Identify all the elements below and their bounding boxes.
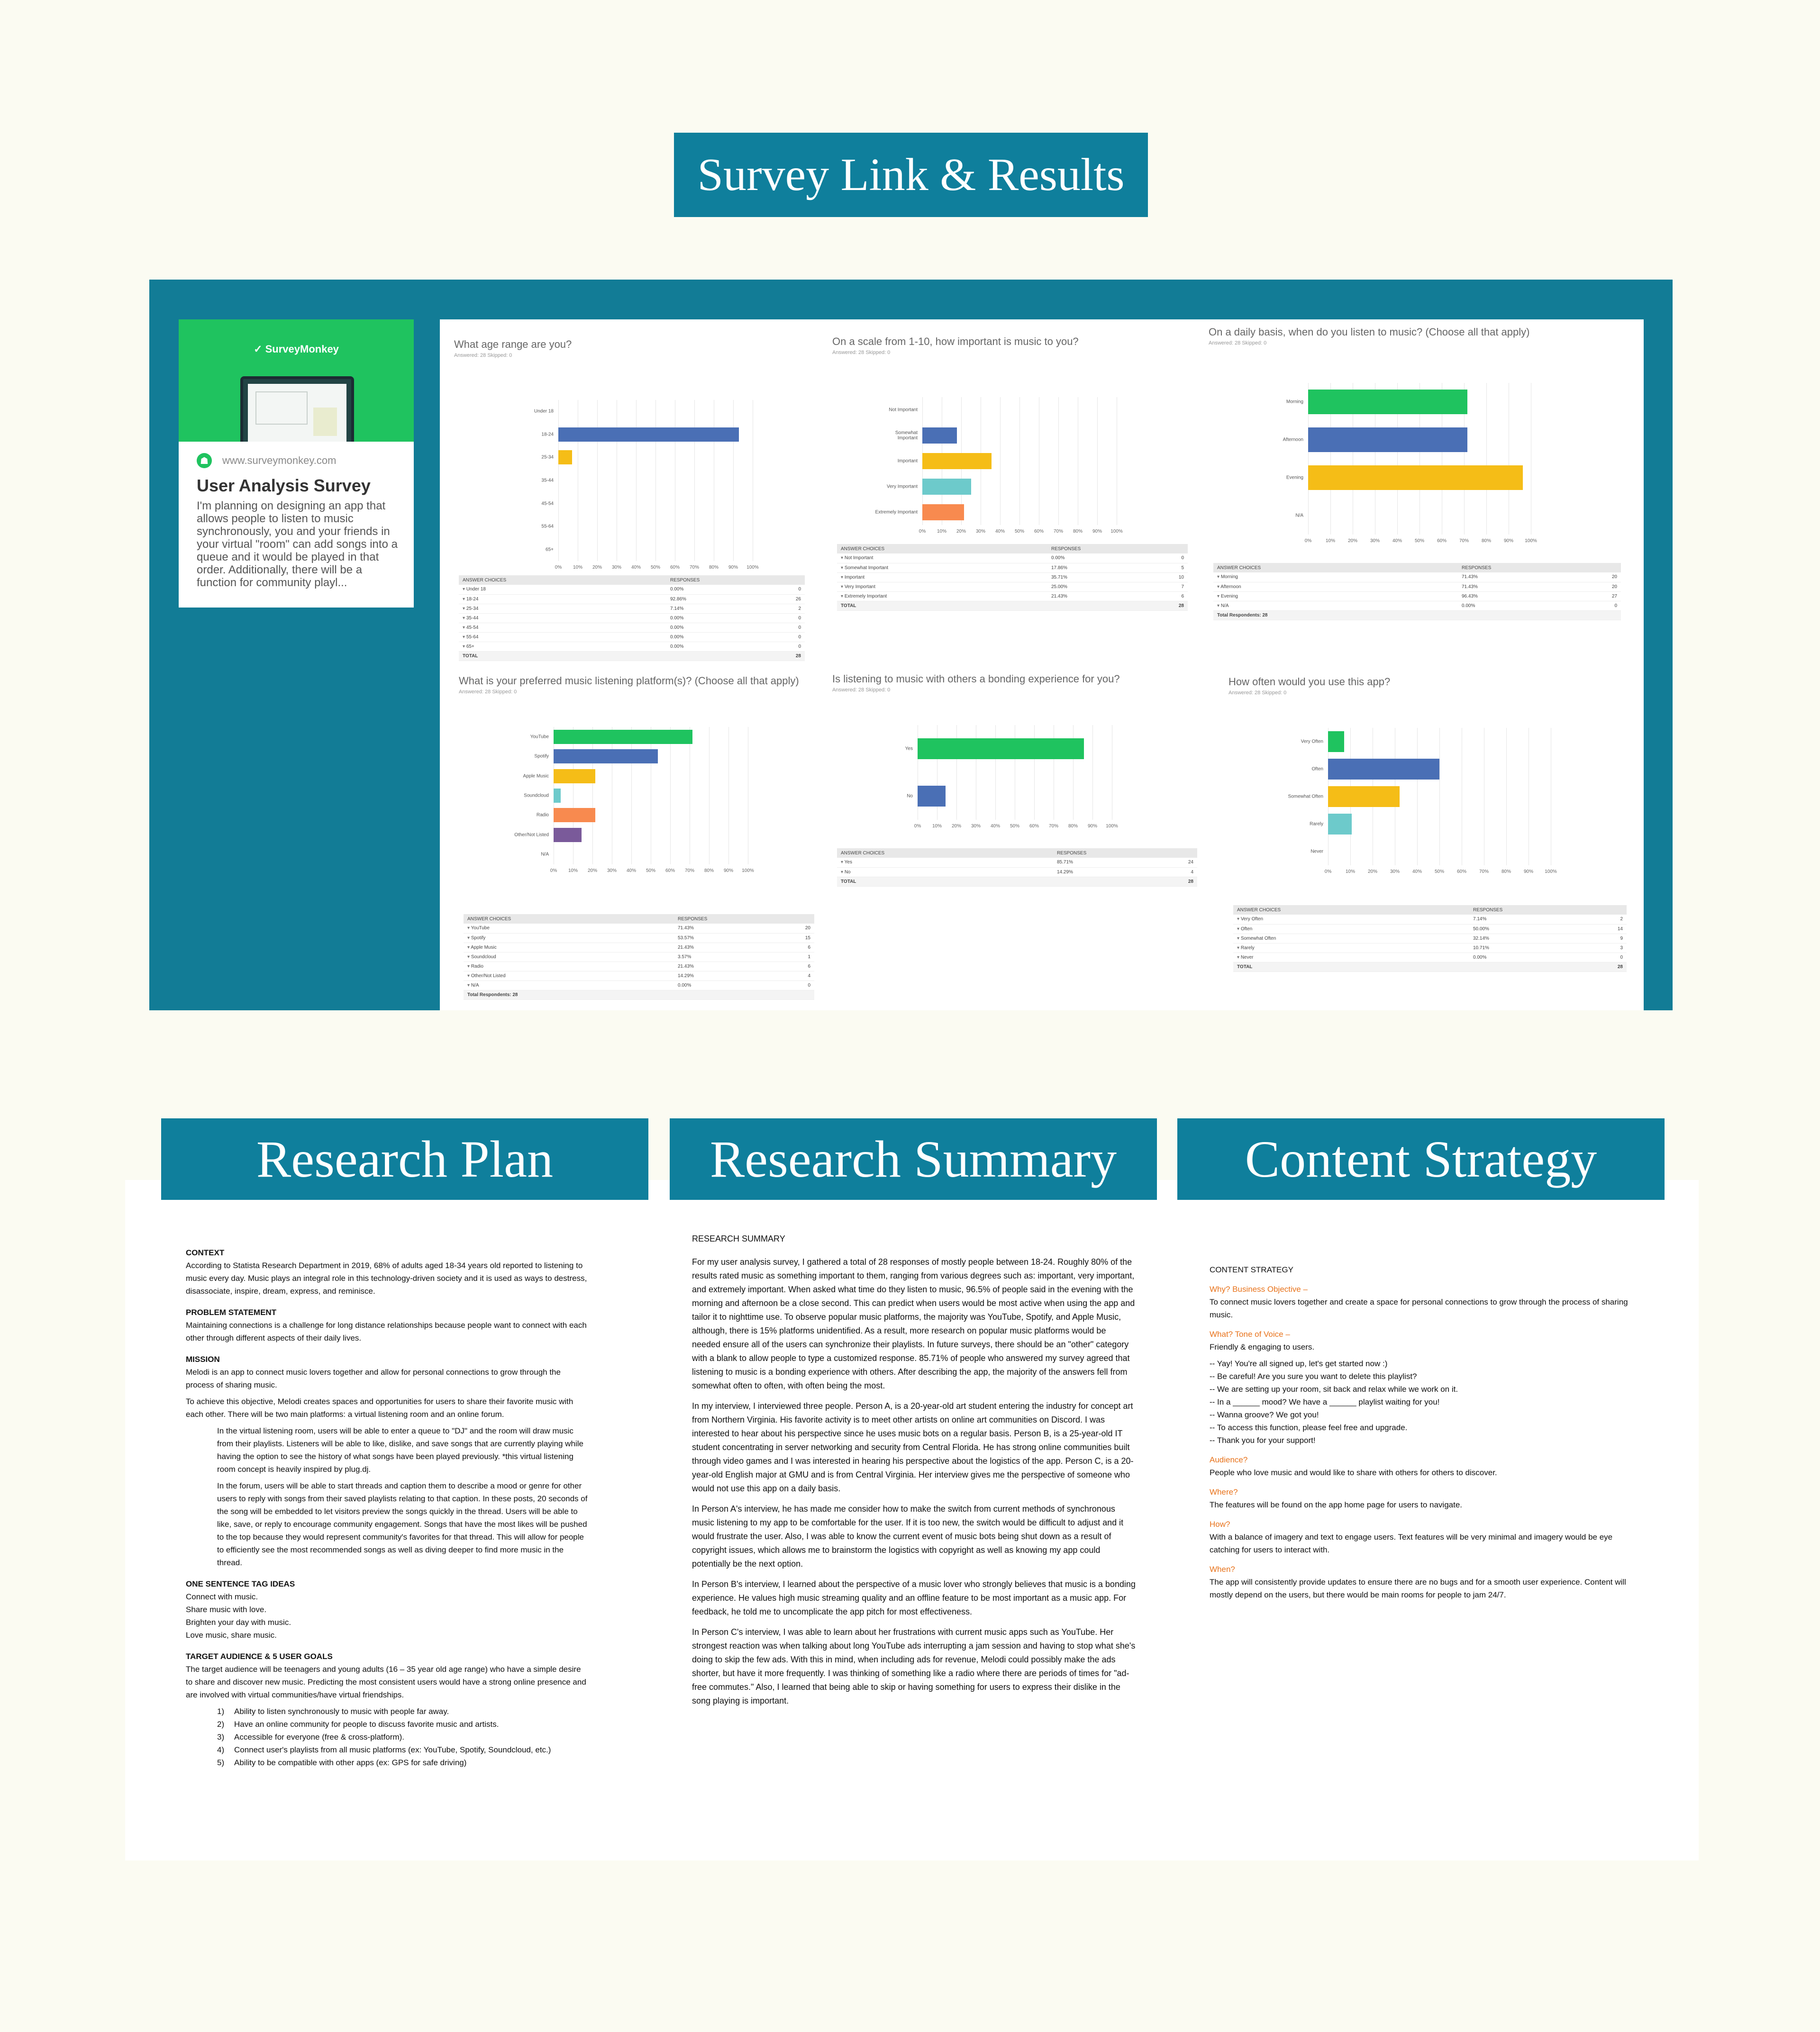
- data-bar[interactable]: [1328, 786, 1400, 807]
- research-summary-doc: [692, 1232, 1136, 1712]
- x-tick-label: 20%: [1367, 869, 1378, 874]
- survey-title[interactable]: User Analysis Survey: [197, 476, 371, 495]
- x-tick-label: 100%: [1545, 869, 1557, 874]
- voice-line: -- In a ______ mood? We have a ______ playlist waiting for you!: [1210, 1397, 1440, 1406]
- x-tick-label: 20%: [956, 529, 966, 534]
- audience-text: The target audience will be teenagers and young adults (16 – 35 year old age range) who have a simple desire to share and discover new music. Predicting the most consistent users would have a strong online presence and are involved with virtual communities/have virtual friendships.: [186, 1665, 586, 1699]
- user-goal: 5) Ability to be compatible with other apps (ex: GPS for safe driving): [217, 1758, 467, 1767]
- x-tick-label: 30%: [971, 824, 981, 829]
- table-row[interactable]: ▾ 18-24 92.86% 26: [459, 594, 805, 604]
- why-heading: Why? Business Objective –: [1210, 1285, 1308, 1294]
- tags-heading: ONE SENTENCE TAG IDEAS: [186, 1579, 295, 1588]
- table-row[interactable]: ▾ Soundcloud 3.57% 1: [464, 952, 814, 962]
- data-bar[interactable]: [1308, 465, 1523, 490]
- question-title: On a scale from 1-10, how important is music to you?: [832, 336, 1079, 347]
- x-tick-label: 60%: [1029, 824, 1039, 829]
- category-label: 18-24: [541, 432, 554, 437]
- laptop-illustration: [240, 376, 354, 442]
- table-row[interactable]: ▾ Somewhat Important 17.86% 5: [837, 563, 1188, 572]
- table-row[interactable]: ▾ No 14.29% 4: [837, 867, 1197, 877]
- x-tick-label: 50%: [650, 565, 661, 570]
- problem-text: Maintaining connections is a challenge for long distance relationships because people want to connect with each other through different aspects of their daily lives.: [186, 1321, 587, 1343]
- table-row[interactable]: ▾ N/A 0.00% 0: [1213, 601, 1621, 610]
- voice-line: -- Thank you for your support!: [1210, 1436, 1316, 1445]
- data-bar[interactable]: [554, 828, 582, 842]
- what-heading: What? Tone of Voice –: [1210, 1330, 1290, 1339]
- category-label: N/A: [1295, 513, 1303, 518]
- answer-table: [1213, 563, 1621, 620]
- tag-item: Brighten your day with music.: [186, 1618, 291, 1627]
- mission-heading: MISSION: [186, 1355, 220, 1364]
- column-header-choices[interactable]: ANSWER CHOICES: [459, 575, 666, 585]
- table-row[interactable]: ▾ Other/Not Listed 14.29% 4: [464, 971, 814, 980]
- category-label: Never: [1310, 849, 1323, 854]
- tag-list: [186, 1590, 589, 1642]
- title-banner: [674, 133, 1148, 217]
- surveymonkey-icon: ☗: [197, 453, 212, 468]
- category-label: Afternoon: [1283, 437, 1303, 443]
- x-tick-label: 100%: [742, 868, 754, 873]
- x-tick-label: 50%: [1434, 869, 1445, 874]
- column-header-responses[interactable]: RESPONSES: [1469, 905, 1586, 915]
- summary-paragraph: In my interview, I interviewed three people. Person A, is a 20-year-old art student entering the industry for concept art from Northern Virginia. His favorite activity is to meet other artists on online art communities on Discord. I was interested to hear about his perspective since he uses music bots on a regular basis. Person B, is a 25-year-old IT student concentrating in server networking and security from Central Florida. He has strong online communities built through video games and I was interested in hearing his perspective about the logistics of the app. Person C, is a 20-year-old English major at GMU and is from Central Virginia. Her interview gives me the perspective of someone who would not use this app on a daily basis.: [692, 1401, 1134, 1493]
- where-text: The features will be found on the app home page for users to navigate.: [1210, 1500, 1463, 1509]
- x-tick-label: 50%: [1014, 529, 1025, 534]
- gridline: [631, 727, 632, 864]
- category-label: Often: [1311, 766, 1323, 772]
- mission-text-3: In the virtual listening room, users will be able to enter a queue to "DJ" and the room will draw music from their playlists. Listeners will be able to like, dislike, and save songs that are currently playing while having the option to see the history of what songs have been played previously. *this virtual listening room concept is heavily inspired by plug.dj.: [217, 1426, 583, 1474]
- survey-results: [440, 319, 1644, 1010]
- category-label: No: [907, 793, 913, 799]
- table-row[interactable]: ▾ Extremely Important 21.43% 6: [837, 591, 1188, 601]
- user-goal: 4) Connect user's playlists from all music platforms (ex: YouTube, Spotify, Soundcloud, etc.): [217, 1745, 551, 1754]
- x-tick-label: 20%: [1347, 538, 1358, 544]
- summary-paragraph: In Person C's interview, I was able to learn about her frustrations with current music apps such as YouTube. Her strongest reaction was when talking about long YouTube ads interrupting a jam session and having to stop what she's doing to skip the few ads. With this in mind, when including ads for revenue, Melodi could possibly make the ads shorter, but have it more frequently. I was thinking of something like a radio where there are periods of times for "ad-free commutes." Also, I learned that being able to skip or having something for users to express their dislike in the song playing is important.: [692, 1627, 1136, 1705]
- survey-question-5: [832, 673, 1202, 1005]
- research-plan-banner: [161, 1118, 648, 1200]
- gridline: [597, 400, 598, 561]
- question-meta: Answered: 28 Skipped: 0: [454, 353, 512, 358]
- user-goal: 2) Have an online community for people to discuss favorite music and artists.: [217, 1720, 499, 1729]
- x-tick-label: 90%: [728, 565, 738, 570]
- table-row[interactable]: ▾ Under 18 0.00% 0: [459, 585, 805, 594]
- x-tick-label: 30%: [1390, 869, 1400, 874]
- data-bar[interactable]: [922, 453, 992, 469]
- gridline: [1439, 728, 1440, 865]
- table-row[interactable]: ▾ Somewhat Often 32.14% 9: [1233, 934, 1627, 943]
- x-tick-label: 30%: [611, 565, 622, 570]
- category-label: Very Important: [886, 484, 918, 490]
- x-tick-label: 80%: [1068, 824, 1078, 829]
- x-tick-label: 10%: [1325, 538, 1336, 544]
- research-plan-title: Research Plan: [256, 1130, 554, 1188]
- strategy-heading: CONTENT STRATEGY: [1210, 1265, 1293, 1274]
- category-label: Somewhat Often: [1288, 794, 1323, 799]
- bar-chart: [1283, 383, 1537, 544]
- table-total-row: Total Respondents: 28: [1213, 610, 1621, 620]
- answer-table: [837, 848, 1197, 887]
- table-row[interactable]: ▾ 25-34 7.14% 2: [459, 604, 805, 613]
- x-tick-label: 40%: [1412, 869, 1422, 874]
- x-tick-label: 10%: [1345, 869, 1356, 874]
- question-meta: Answered: 28 Skipped: 0: [832, 687, 891, 693]
- x-tick-label: 100%: [1525, 538, 1537, 544]
- category-label: Yes: [905, 746, 913, 752]
- summary-paragraph: For my user analysis survey, I gathered a total of 28 responses of mostly people between 18-24. Roughly 80% of the results rated music as something important to them, ranging from various degrees such as: important, very important, and extremely important. When asked what time do they listen to music, 96.5% of people said in the evening with the morning and afternoon be a close second. This can predict when users would be most active when using the app and tailor it to nighttime use. To observe popular music platforms, the majority was YouTube, Spotify, and Apple Music, although, there is 15% platforms unidentified. As a result, more research on popular music platforms would be needed ensure all of the users can synchronize their playlists. In future surveys, there should be an "other" category with a blank to allow people to type a customized response. 85.71% of people who answered my survey agreed that listening to music is a bonding experience with others. After describing the app, the majority of the answers fell from somewhat often to often, with often being the most.: [692, 1257, 1135, 1390]
- table-total-row: TOTAL 28: [459, 651, 805, 661]
- user-goals-list: [186, 1705, 589, 1769]
- gridline: [1506, 728, 1507, 865]
- x-tick-label: 80%: [1481, 538, 1492, 544]
- column-header-responses[interactable]: RESPONSES: [1053, 848, 1160, 858]
- voice-line: -- To access this function, please feel free and upgrade.: [1210, 1423, 1408, 1432]
- column-header-responses[interactable]: RESPONSES: [1047, 544, 1152, 553]
- audience-heading: TARGET AUDIENCE & 5 USER GOALS: [186, 1652, 333, 1661]
- table-row[interactable]: ▾ 55-64 0.00% 0: [459, 632, 805, 642]
- survey-question-6: [1228, 676, 1631, 1007]
- x-tick-label: 0%: [1324, 869, 1332, 874]
- table-row[interactable]: ▾ Very Important 25.00% 7: [837, 582, 1188, 591]
- data-bar[interactable]: [554, 730, 692, 744]
- table-row[interactable]: ▾ Radio 21.43% 6: [464, 962, 814, 971]
- question-title: What is your preferred music listening platform(s)? (Choose all that apply): [459, 675, 799, 687]
- audience-text: People who love music and would like to share with others for others to discover.: [1210, 1468, 1497, 1477]
- voice-line: -- Wanna groove? We got you!: [1210, 1410, 1319, 1419]
- category-label: 55-64: [541, 524, 554, 529]
- x-tick-label: 0%: [1304, 538, 1312, 544]
- category-label: Apple Music: [523, 773, 549, 779]
- data-bar[interactable]: [1328, 759, 1439, 780]
- gridline: [709, 727, 710, 864]
- question-meta: Answered: 28 Skipped: 0: [1209, 340, 1267, 346]
- x-tick-label: 60%: [665, 868, 675, 873]
- gridline: [728, 727, 729, 864]
- summary-paragraph: In Person B's interview, I learned about the perspective of a music lover who strongly believes that music is a bonding experience. He values high music streaming quality and an offline feature to be most important as a music app. For feedback, he told me to uncomplicate the app pitch for most effectiveness.: [692, 1579, 1136, 1616]
- survey-question-3: [1209, 326, 1626, 658]
- data-bar[interactable]: [1328, 814, 1352, 835]
- column-header-choices[interactable]: ANSWER CHOICES: [837, 848, 1053, 858]
- bar-chart: [1288, 728, 1557, 874]
- x-tick-label: 70%: [1479, 869, 1489, 874]
- category-label: 65+: [546, 547, 554, 553]
- survey-link-card[interactable]: [179, 319, 414, 608]
- question-title: What age range are you?: [454, 338, 572, 350]
- x-tick-label: 0%: [550, 868, 557, 873]
- table-row[interactable]: ▾ Not Important 0.00% 0: [837, 553, 1188, 563]
- x-tick-label: 30%: [1370, 538, 1380, 544]
- table-row[interactable]: ▾ Morning 71.43% 20: [1213, 572, 1621, 582]
- category-label: Under 18: [534, 408, 554, 414]
- category-label: 35-44: [541, 478, 554, 483]
- x-tick-label: 80%: [704, 868, 714, 873]
- user-goal: 1) Ability to listen synchronously to music with people far away.: [217, 1707, 449, 1716]
- data-bar[interactable]: [1308, 390, 1467, 414]
- content-strategy-banner: [1177, 1118, 1665, 1200]
- page-title: Survey Link & Results: [697, 149, 1125, 200]
- data-bar[interactable]: [1308, 427, 1467, 452]
- category-label: Important: [897, 458, 918, 464]
- problem-heading: PROBLEM STATEMENT: [186, 1308, 277, 1317]
- question-title: Is listening to music with others a bonding experience for you?: [832, 673, 1120, 685]
- bar-chart: [514, 727, 754, 873]
- table-row[interactable]: ▾ Yes 85.71% 24: [837, 858, 1197, 867]
- data-bar[interactable]: [922, 504, 964, 520]
- column-header-responses[interactable]: RESPONSES: [666, 575, 769, 585]
- survey-description: I'm planning on designing an app that allows people to listen to music synchronously, you and your friends in your virtual "room" can add songs into a queue and it would be played in that order. Additionally, there will be a function for community playl...: [197, 499, 398, 589]
- category-label: Somewhat Important: [895, 430, 918, 441]
- x-tick-label: 70%: [689, 565, 700, 570]
- bar-chart: [534, 400, 759, 570]
- table-row[interactable]: ▾ Spotify 53.57% 15: [464, 933, 814, 943]
- category-label: Other/Not Listed: [514, 832, 549, 838]
- tag-item: Share music with love.: [186, 1605, 267, 1614]
- question-meta: Answered: 28 Skipped: 0: [832, 350, 891, 355]
- x-tick-label: 70%: [1053, 529, 1064, 534]
- x-tick-label: 50%: [1010, 824, 1020, 829]
- survey-url[interactable]: www.surveymonkey.com: [222, 454, 337, 466]
- table-row[interactable]: ▾ Very Often 7.14% 2: [1233, 915, 1627, 924]
- column-header-choices[interactable]: ANSWER CHOICES: [464, 914, 674, 924]
- x-tick-label: 10%: [937, 529, 947, 534]
- x-tick-label: 90%: [1523, 869, 1534, 874]
- category-label: 45-54: [541, 501, 554, 507]
- category-label: Soundcloud: [524, 793, 549, 798]
- x-tick-label: 60%: [1456, 869, 1467, 874]
- x-tick-label: 30%: [607, 868, 617, 873]
- table-total-row: TOTAL 28: [837, 601, 1188, 610]
- data-bar[interactable]: [918, 738, 1084, 759]
- table-row[interactable]: ▾ Never 0.00% 0: [1233, 952, 1627, 962]
- x-tick-label: 10%: [573, 565, 583, 570]
- table-row[interactable]: ▾ Apple Music 21.43% 6: [464, 943, 814, 952]
- category-label: Morning: [1286, 399, 1303, 405]
- x-tick-label: 10%: [932, 824, 942, 829]
- gridline: [1058, 397, 1059, 525]
- x-tick-label: 40%: [626, 868, 637, 873]
- data-bar[interactable]: [554, 749, 658, 763]
- x-tick-label: 80%: [1073, 529, 1083, 534]
- mission-text-2: To achieve this objective, Melodi creates spaces and opportunities for users to share their favorite music with each other. There will be two main platforms: a virtual listening room and an online forum.: [186, 1397, 573, 1419]
- table-row[interactable]: ▾ Often 50.00% 14: [1233, 924, 1627, 934]
- answer-table: [464, 914, 814, 1000]
- x-tick-label: 80%: [1501, 869, 1511, 874]
- x-tick-label: 10%: [568, 868, 578, 873]
- x-tick-label: 70%: [684, 868, 695, 873]
- voice-line: -- Yay! You're all signed up, let's get started now :): [1210, 1359, 1388, 1368]
- table-total-row: TOTAL 28: [837, 877, 1197, 886]
- answer-table: [459, 575, 805, 661]
- category-label: 25-34: [541, 454, 554, 460]
- x-tick-label: 20%: [592, 565, 602, 570]
- gridline: [1097, 397, 1098, 525]
- x-tick-label: 20%: [587, 868, 598, 873]
- tag-item: Love music, share music.: [186, 1631, 277, 1640]
- question-title: On a daily basis, when do you listen to music? (Choose all that apply): [1209, 326, 1530, 338]
- x-tick-label: 40%: [631, 565, 641, 570]
- x-tick-label: 60%: [670, 565, 680, 570]
- x-tick-label: 90%: [1503, 538, 1514, 544]
- table-row[interactable]: ▾ N/A 0.00% 0: [464, 980, 814, 990]
- x-tick-label: 50%: [646, 868, 656, 873]
- table-row[interactable]: ▾ YouTube 71.43% 20: [464, 924, 814, 933]
- gridline: [1417, 728, 1418, 865]
- table-total-row: Total Respondents: 28: [464, 990, 814, 999]
- column-header-choices[interactable]: ANSWER CHOICES: [1233, 905, 1469, 915]
- where-heading: Where?: [1210, 1488, 1238, 1497]
- what-text: Friendly & engaging to users.: [1210, 1343, 1315, 1352]
- gridline: [694, 400, 695, 561]
- summary-paragraph: In Person A's interview, he has made me consider how to make the switch from current methods of synchronous music listening to my app to be comfortable for the user. If it is too new, the switch would be difficult to adjust and it would frustrate the user. Also, I was able to know the current event of music bots being shut down as a result of copyright issues, which allows me to brainstorm the logistics with copyright as well as knowing my app could potentially be the next option.: [692, 1504, 1124, 1569]
- data-bar[interactable]: [554, 789, 561, 803]
- research-summary-banner: [670, 1118, 1157, 1200]
- data-bar[interactable]: [554, 808, 595, 822]
- user-goal: 3) Accessible for everyone (free & cross-platform).: [217, 1733, 405, 1742]
- column-header-responses[interactable]: RESPONSES: [1458, 563, 1579, 572]
- column-header-responses[interactable]: RESPONSES: [674, 914, 778, 924]
- gridline: [558, 400, 559, 561]
- x-tick-label: 100%: [1106, 824, 1118, 829]
- x-tick-label: 20%: [951, 824, 962, 829]
- how-text: With a balance of imagery and text to engage users. Text features will be very minimal and imagery would be eye catching for users to interact with.: [1210, 1533, 1613, 1554]
- category-label: N/A: [541, 852, 549, 857]
- x-tick-label: 60%: [1437, 538, 1447, 544]
- answer-table: [837, 544, 1188, 611]
- x-tick-label: 40%: [990, 824, 1001, 829]
- content-strategy-doc: [1210, 1263, 1636, 1605]
- x-tick-label: 30%: [975, 529, 986, 534]
- data-bar[interactable]: [1328, 731, 1344, 752]
- bar-chart: [905, 725, 1118, 829]
- table-row[interactable]: ▾ Afternoon 71.43% 20: [1213, 582, 1621, 591]
- x-tick-label: 100%: [1110, 529, 1123, 534]
- x-tick-label: 40%: [995, 529, 1005, 534]
- gridline: [592, 727, 593, 864]
- context-text: According to Statista Research Department in 2019, 68% of adults aged 18-34 years old reported to listening to music every day. Music plays an integral role in this technology-driven society and it is used as ways to destress, disassociate, inspire, dream, express, and reminisce.: [186, 1261, 587, 1296]
- question-meta: Answered: 28 Skipped: 0: [459, 689, 517, 695]
- when-heading: When?: [1210, 1565, 1235, 1574]
- data-bar[interactable]: [922, 479, 971, 495]
- category-label: Very Often: [1301, 739, 1323, 744]
- context-heading: CONTEXT: [186, 1248, 225, 1257]
- when-text: The app will consistently provide updates to ensure there are no bugs and for a smooth user experience. Content will mostly depend on the users, but there would be main rooms for people to jam 24/7.: [1210, 1578, 1626, 1599]
- question-meta: Answered: 28 Skipped: 0: [1228, 690, 1287, 696]
- gridline: [1486, 383, 1487, 535]
- x-tick-label: 60%: [1034, 529, 1044, 534]
- voice-lines: [1210, 1357, 1636, 1447]
- table-row[interactable]: ▾ 65+ 0.00% 0: [459, 642, 805, 651]
- category-label: Rarely: [1310, 821, 1323, 827]
- gridline: [1000, 397, 1001, 525]
- table-row[interactable]: ▾ 35-44 0.00% 0: [459, 613, 805, 623]
- survey-question-2: [832, 336, 1192, 667]
- data-bar[interactable]: [554, 769, 595, 783]
- table-row[interactable]: ▾ Evening 96.43% 27: [1213, 591, 1621, 601]
- x-tick-label: 70%: [1048, 824, 1059, 829]
- x-tick-label: 0%: [919, 529, 926, 534]
- x-tick-label: 50%: [1414, 538, 1425, 544]
- voice-line: -- We are setting up your room, sit back and relax while we work on it.: [1210, 1385, 1458, 1394]
- data-bar[interactable]: [918, 786, 946, 807]
- x-tick-label: 90%: [1087, 824, 1098, 829]
- survey-url-row[interactable]: [197, 453, 336, 468]
- audience-heading: Audience?: [1210, 1455, 1248, 1464]
- mission-text-4: In the forum, users will be able to start threads and caption them to describe a mood or genre for other users to reply with songs from their saved playlists relating to that caption. In these posts, 20 seconds of the song will be embedded to let visitors preview the songs quickly in the thread. Users will be able to like, save, or reply to encourage community engagement. Songs that have the most likes will be pushed to the top because they would represent community's favorites for that thread. This will allow for people to efficiently see the most recommended songs as well as diving deeper to find more music in the thread.: [217, 1481, 588, 1567]
- data-bar[interactable]: [558, 450, 572, 464]
- x-tick-label: 0%: [914, 824, 921, 829]
- category-label: Radio: [536, 812, 549, 818]
- x-tick-label: 80%: [709, 565, 719, 570]
- research-summary-title: Research Summary: [710, 1130, 1117, 1188]
- survey-question-1: [454, 338, 810, 670]
- question-title: How often would you use this app?: [1228, 676, 1391, 688]
- column-header-choices[interactable]: ANSWER CHOICES: [837, 544, 1047, 553]
- gridline: [655, 400, 656, 561]
- category-label: Spotify: [534, 753, 549, 759]
- mission-text-1: Melodi is an app to connect music lovers together and allow for personal connections to grow through the process of sharing music.: [186, 1368, 561, 1389]
- column-header-choices[interactable]: ANSWER CHOICES: [1213, 563, 1458, 572]
- gridline: [1092, 725, 1093, 820]
- tag-item: Connect with music.: [186, 1592, 258, 1601]
- category-label: Not Important: [889, 407, 918, 413]
- why-text: To connect music lovers together and create a space for personal connections to grow through the process of sharing music.: [1210, 1297, 1628, 1319]
- answer-table: [1233, 905, 1627, 972]
- x-tick-label: 90%: [723, 868, 734, 873]
- bar-chart: [875, 397, 1123, 534]
- content-strategy-title: Content Strategy: [1245, 1130, 1597, 1188]
- table-row[interactable]: ▾ 45-54 0.00% 0: [459, 623, 805, 632]
- category-label: YouTube: [530, 734, 549, 740]
- surveymonkey-logo: ✓ SurveyMonkey: [254, 343, 339, 355]
- how-heading: How?: [1210, 1520, 1230, 1529]
- table-row[interactable]: ▾ Important 35.71% 10: [837, 572, 1188, 582]
- gridline: [733, 400, 734, 561]
- data-bar[interactable]: [922, 427, 957, 444]
- data-bar[interactable]: [558, 427, 739, 442]
- voice-line: -- Be careful! Are you sure you want to delete this playlist?: [1210, 1372, 1417, 1381]
- table-row[interactable]: ▾ Rarely 10.71% 3: [1233, 943, 1627, 952]
- x-tick-label: 100%: [746, 565, 759, 570]
- x-tick-label: 70%: [1459, 538, 1469, 544]
- x-tick-label: 90%: [1092, 529, 1102, 534]
- survey-question-4: [459, 675, 819, 1007]
- survey-thumbnail: [179, 319, 414, 442]
- x-tick-label: 40%: [1392, 538, 1402, 544]
- gridline: [670, 727, 671, 864]
- gridline: [1019, 397, 1020, 525]
- table-total-row: TOTAL 28: [1233, 962, 1627, 971]
- category-label: Extremely Important: [875, 509, 918, 515]
- x-tick-label: 0%: [555, 565, 562, 570]
- research-plan-doc: [186, 1238, 589, 1769]
- category-label: Evening: [1286, 475, 1303, 481]
- gridline: [636, 400, 637, 561]
- summary-heading: RESEARCH SUMMARY: [692, 1234, 785, 1243]
